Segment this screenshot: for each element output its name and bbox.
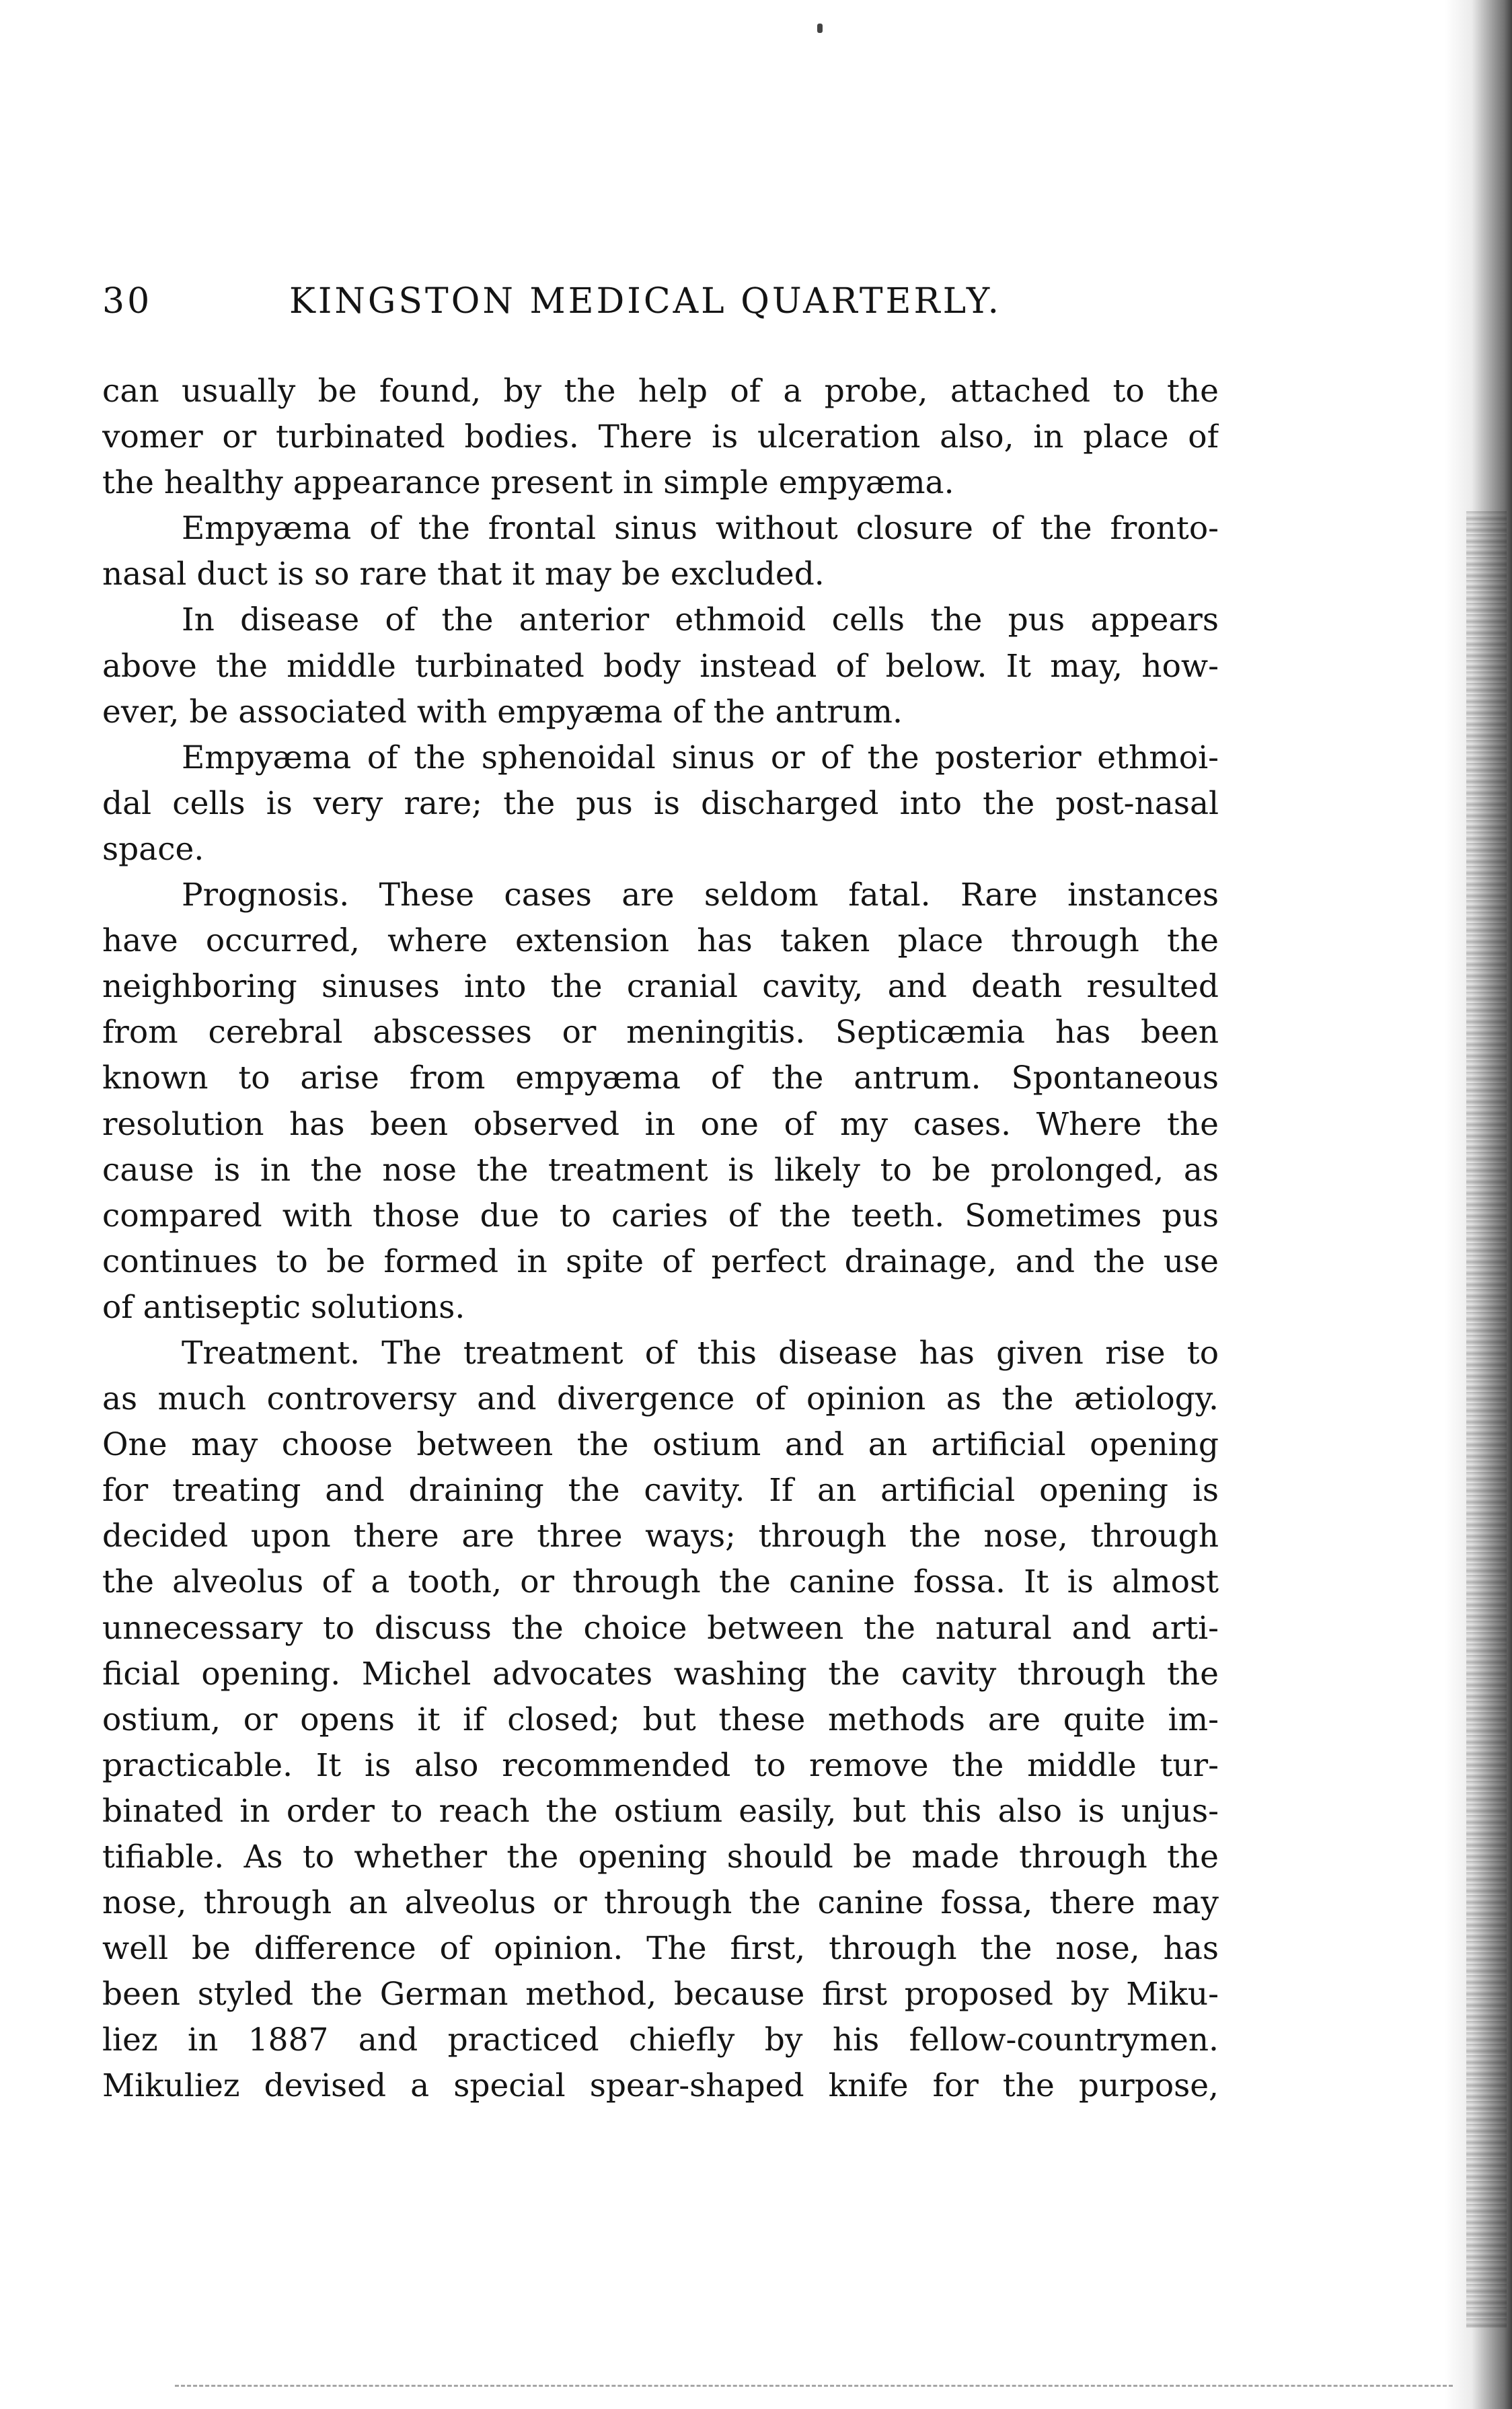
text-line: liez in 1887 and practiced chiefly by his fellow-countrymen. <box>102 2022 1219 2059</box>
text-line: Mikuliez devised a special spear-shaped knife for the purpose, <box>102 2067 1219 2105</box>
text-line: ficial opening. Michel advocates washing the cavity through the <box>102 1655 1219 1693</box>
text-line: In disease of the anterior ethmoid cells the pus appears <box>182 601 1219 639</box>
text-line: One may choose between the ostium and an artificial opening <box>102 1426 1219 1464</box>
text-line: have occurred, where extension has taken place through the <box>102 922 1219 960</box>
text-line: Prognosis. These cases are seldom fatal. Rare instances <box>182 877 1219 914</box>
text-line: above the middle turbinated body instead of below. It may, how- <box>102 647 1219 685</box>
text-line: Empyæma of the sphenoidal sinus or of the posterior ethmoi- <box>182 739 1219 776</box>
text-line: well be difference of opinion. The first, through the nose, has <box>102 1930 1219 1968</box>
text-line: tifiable. As to whether the opening should be made through the <box>102 1839 1219 1876</box>
text-line: from cerebral abscesses or meningitis. Septicæmia has been <box>102 1014 1219 1051</box>
text-line: for treating and draining the cavity. If an artificial opening is <box>102 1472 1219 1510</box>
text-line: the alveolus of a tooth, or through the canine fossa. It is almost <box>102 1563 1219 1601</box>
text-line: can usually be found, by the help of a probe, attached to the <box>102 373 1219 410</box>
text-line: ostium, or opens it if closed; but these methods are quite im- <box>102 1701 1219 1738</box>
scan-noise <box>175 2385 1453 2389</box>
running-head <box>102 281 1219 335</box>
text-line: dal cells is very rare; the pus is discharged into the post-nasal <box>102 784 1219 822</box>
text-line: ever, be associated with empyæma of the antrum. <box>102 693 903 731</box>
text-line: nasal duct is so rare that it may be excluded. <box>102 556 825 593</box>
text-line: practicable. It is also recommended to remove the middle tur- <box>102 1746 1219 1784</box>
text-line: compared with those due to caries of the teeth. Sometimes pus <box>102 1197 1219 1234</box>
text-line: Empyæma of the frontal sinus without closure of the fronto- <box>182 510 1219 548</box>
text-line: been styled the German method, because first proposed by Miku- <box>102 1976 1219 2013</box>
text-line: the healthy appearance present in simple empyæma. <box>102 464 954 502</box>
text-line: as much controversy and divergence of opinion as the ætiology. <box>102 1380 1219 1418</box>
text-line: nose, through an alveolus or through the canine fossa, there may <box>102 1884 1219 1922</box>
text-line: continues to be formed in spite of perfect drainage, and the use <box>102 1243 1219 1280</box>
scan-mark <box>817 24 823 33</box>
text-line: cause is in the nose the treatment is likely to be prolonged, as <box>102 1151 1219 1189</box>
text-line: unnecessary to discuss the choice between the natural and arti- <box>102 1609 1219 1647</box>
page-number: 30 <box>102 281 153 322</box>
text-line: space. <box>102 830 204 868</box>
binding-speckle <box>1466 511 1507 2328</box>
text-line: binated in order to reach the ostium easily, but this also is unjus- <box>102 1792 1219 1830</box>
text-line: vomer or turbinated bodies. There is ulceration also, in place of <box>102 418 1219 456</box>
text-line: known to arise from empyæma of the antrum. Spontaneous <box>102 1060 1219 1097</box>
text-line: of antiseptic solutions. <box>102 1288 465 1326</box>
text-line: decided upon there are three ways; through the nose, through <box>102 1518 1219 1555</box>
text-line: resolution has been observed in one of my cases. Where the <box>102 1105 1219 1143</box>
text-line: neighboring sinuses into the cranial cavity, and death resulted <box>102 968 1219 1006</box>
text-line: Treatment. The treatment of this disease has given rise to <box>182 1334 1219 1372</box>
journal-title: KINGSTON MEDICAL QUARTERLY. <box>289 281 1002 322</box>
body-text <box>102 369 1219 2110</box>
